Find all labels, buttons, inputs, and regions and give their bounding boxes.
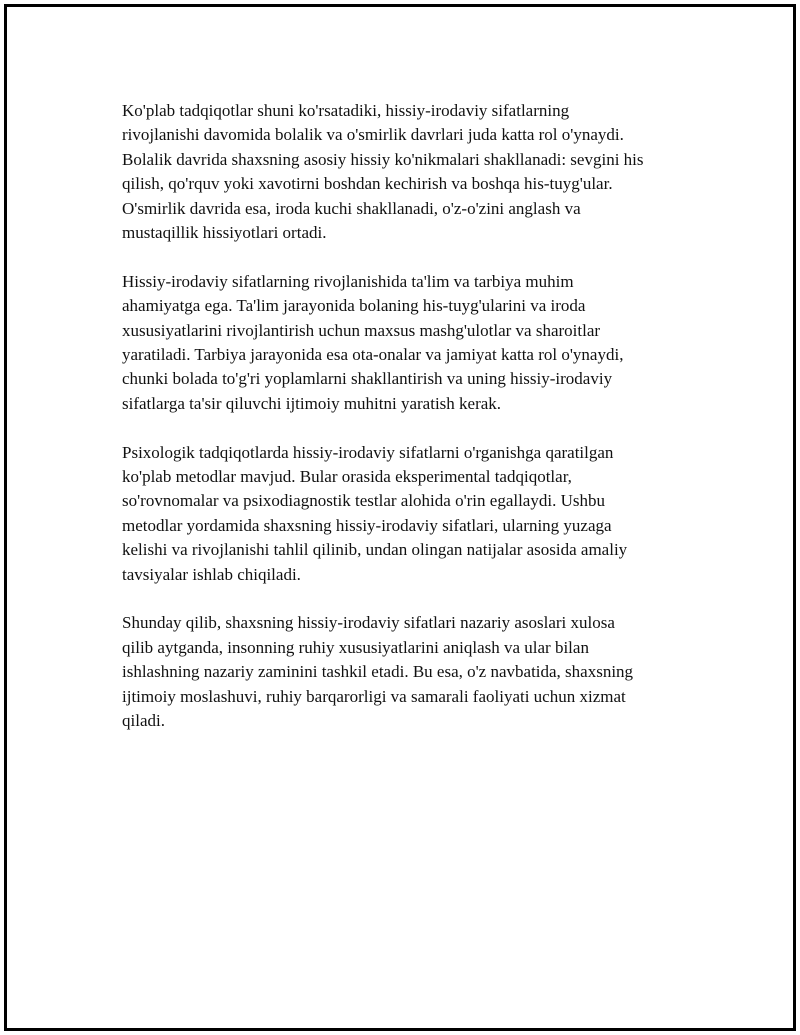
paragraph: Hissiy-irodaviy sifatlarning rivojlanishida ta'lim va tarbiya muhim ahamiyatga ega. Ta'lim jarayonida bolaning his-tuyg'ularini va iroda xususiyatlarini rivojlantirish uchun maxsus mashg'ulotlar va sharoitlar yaratiladi. Tarbiya jarayonida esa ota-onalar va jamiyat katta rol o'ynaydi, chunki bolada to'g'ri yoplamlarni shakllantirish va uning hissiy-irodaviy sifatlarga ta'sir qiluvchi ijtimoiy muhitni yaratish kerak. [122,271,624,413]
paragraph: Psixologik tadqiqotlarda hissiy-irodaviy sifatlarni o'rganishga qaratilgan ko'plab metodlar mavjud. Bular orasida eksperimental tadqiqotlar, so'rovnomalar va psixodiagnostik testlar alohida o'rin egallaydi. Ushbu metodlar yordamida shaxsning hissiy-irodaviy sifatlari, ularning yuzaga kelishi va rivojlanishi tahlil qilinib, undan olingan natijalar asosida amaliy tavsiyalar ishlab chiqiladi. [122,442,628,584]
document-body [122,99,697,758]
paragraph: Ko'plab tadqiqotlar shuni ko'rsatadiki, hissiy-irodaviy sifatlarning rivojlanishi davomida bolalik va o'smirlik davrlari juda katta rol o'ynaydi. Bolalik davrida shaxsning asosiy hissiy ko'nikmalari shakllanadi: sevgini his qilish, qo'rquv yoki xavotirni boshdan kechirish va boshqa his-tuyg'ular. O'smirlik davrida esa, iroda kuchi shakllanadi, o'z-o'zini anglash va mustaqillik hissiyotlari ortadi. [122,101,644,243]
paragraph: Shunday qilib, shaxsning hissiy-irodaviy sifatlari nazariy asoslari xulosa qilib aytganda, insonning ruhiy xususiyatlarini aniqlash va ular bilan ishlashning nazariy zaminini tashkil etadi. Bu esa, o'z navbatida, shaxsning ijtimoiy moslashuvi, ruhiy barqarorligi va samarali faoliyati uchun xizmat qiladi. [122,613,634,731]
page-frame [4,4,796,1031]
